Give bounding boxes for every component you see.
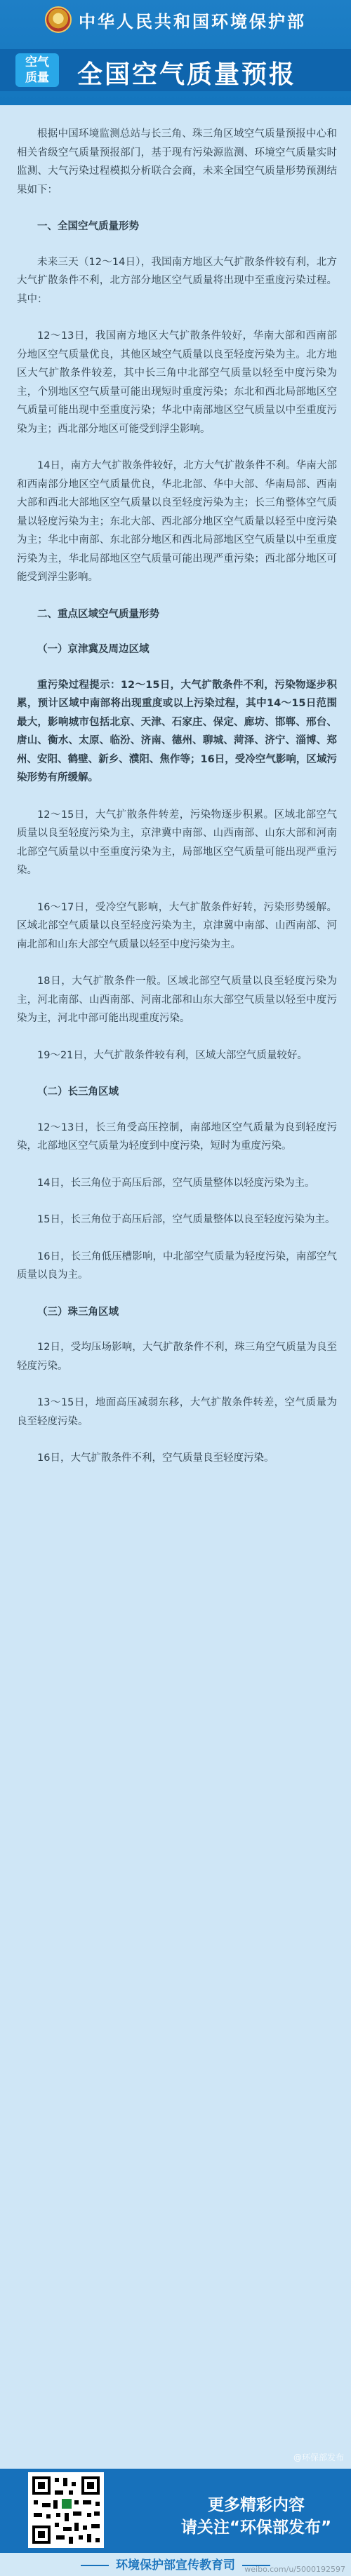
weibo-mark: @环保部发布	[293, 2453, 344, 2462]
paragraph: 12～15日，大气扩散条件转差，污染物逐步积累。区域北部空气质量以良至轻度污染为主，京津冀中南部、山西南部、山东大部和河南北部空气质量以中至重度污染为主，局部地区空气质量可能出现严重污染。	[17, 809, 337, 876]
air-quality-badge	[15, 53, 59, 87]
intro-paragraph: 根据中国环境监测总站与长三角、珠三角区域空气质量预报中心和相关省级空气质量预报部门，基于现有污染源监测、环境空气质量实时监测、大气污染过程模拟分析联合会商，未来全国空气质量形势预测结果如下：	[17, 128, 337, 196]
divider	[81, 2565, 109, 2566]
paragraph: 16日，大气扩散条件不利，空气质量良至轻度污染。	[37, 1452, 274, 1464]
ministry-row	[0, 4, 351, 35]
paragraph: 16日，长三角低压槽影响，中北部空气质量为轻度污染，南部空气质量以良为主。	[17, 1250, 337, 1281]
qr-code-icon	[28, 2472, 104, 2548]
paragraph: 未来三天（12～14日），我国南方地区大气扩散条件较有利，北方大气扩散条件不利，北方部分地区空气质量将出现中至重度污染过程。其中：	[17, 256, 337, 305]
section-heading: 二、重点区域空气质量形势	[37, 608, 159, 620]
subsection-heading: （二）长三角区域	[37, 1086, 119, 1098]
promo-line2: 请关注“环保部发布”	[180, 2518, 332, 2537]
follow-promo-text	[168, 2494, 344, 2539]
national-emblem-icon	[45, 6, 72, 33]
subsection-heading: （三）珠三角区域	[37, 1306, 119, 1318]
paragraph: 16～17日，受冷空气影响，大气扩散条件好转，污染形势缓解。区域北部空气质量以良至轻度污染为主，京津冀中南部、山西南部、河南北部和山东大部空气质量以轻至中度污染为主。	[17, 901, 337, 950]
badge-line1: 空气	[25, 55, 49, 69]
paragraph: 19～21日，大气扩散条件较有利，区域大部空气质量较好。	[37, 1049, 307, 1061]
paragraph: 18日，大气扩散条件一般。区域北部空气质量以良至轻度污染为主，河北南部、山西南部、河南北部和山东大部空气质量以轻至中度污染为主，河北中部可能出现重度污染。	[17, 976, 337, 1024]
section-heading: 一、全国空气质量形势	[37, 221, 139, 232]
paragraph: 14日，长三角位于高压后部，空气质量整体以轻度污染为主。	[37, 1177, 315, 1189]
badge-line2: 质量	[25, 71, 49, 85]
paragraph: 12～13日，长三角受高压控制，南部地区空气质量为良到轻度污染，北部地区空气质量为轻度到中度污染，短时为重度污染。	[17, 1121, 337, 1152]
paragraph: 12～13日，我国南方地区大气扩散条件较好，华南大部和西南部分地区空气质量优良，其他区域空气质量以良至轻度污染为主。北方地区大气扩散条件较差，其中长三角中北部空气质量以轻至中度污染为主，个别地区空气质量可能出现短时重度污染；东北和西北局部地区空气质量可能出现中至重度污染；华北中南部地区空气质量以中至重度污染为主；西北部分地区可能受到浮尘影响。	[17, 330, 337, 435]
subsection-heading: （一）京津冀及周边区域	[37, 644, 150, 655]
promo-line1: 更多精彩内容	[208, 2496, 305, 2514]
heavy-pollution-alert: 重污染过程提示：12～15日，大气扩散条件不利，污染物逐步积累，预计区域中南部将出现重度或以上污染过程，其中14～15日范围最大，影响城市包括北京、天津、石家庄、保定、廊坊、邯郸、邢台、唐山、衡水、太原、临汾、济南、德州、聊城、菏泽、济宁、淄博、郑州、安阳、鹤壁、新乡、濮阳、焦作等；16日，受冷空气影响，区域污染形势有所缓解。	[17, 679, 337, 783]
paragraph: 15日，长三角位于高压后部，空气质量整体以良至轻度污染为主。	[37, 1214, 336, 1225]
ministry-name: 中华人民共和国环境保护部	[79, 11, 306, 32]
paragraph: 12日，受均压场影响，大气扩散条件不利，珠三角空气质量为良至轻度污染。	[17, 1342, 337, 1372]
weibo-watermark: weibo.com/u/5000192597	[244, 2565, 345, 2574]
producer-name: 环境保护部宣传教育司	[116, 2558, 235, 2572]
article-body	[17, 125, 337, 1486]
report-title: 全国空气质量预报	[77, 60, 297, 89]
paragraph: 14日，南方大气扩散条件较好，北方大气扩散条件不利。华南大部和西南部分地区空气质量优良，华北北部、华中大部、华南局部、西南大部和西北大部地区空气质量以良至轻度污染为主；长三角整体空气质量以轻度污染为主；东北大部、西北部分地区空气质量以轻至中度污染为主；华北中南部、东北部分地区和西北局部地区空气质量以中至重度污染为主，华北局部地区空气质量可能出现严重污染；西北部分地区可能受到浮尘影响。	[17, 460, 337, 583]
paragraph: 13～15日，地面高压减弱东移，大气扩散条件转差，空气质量为良至轻度污染。	[17, 1397, 337, 1427]
